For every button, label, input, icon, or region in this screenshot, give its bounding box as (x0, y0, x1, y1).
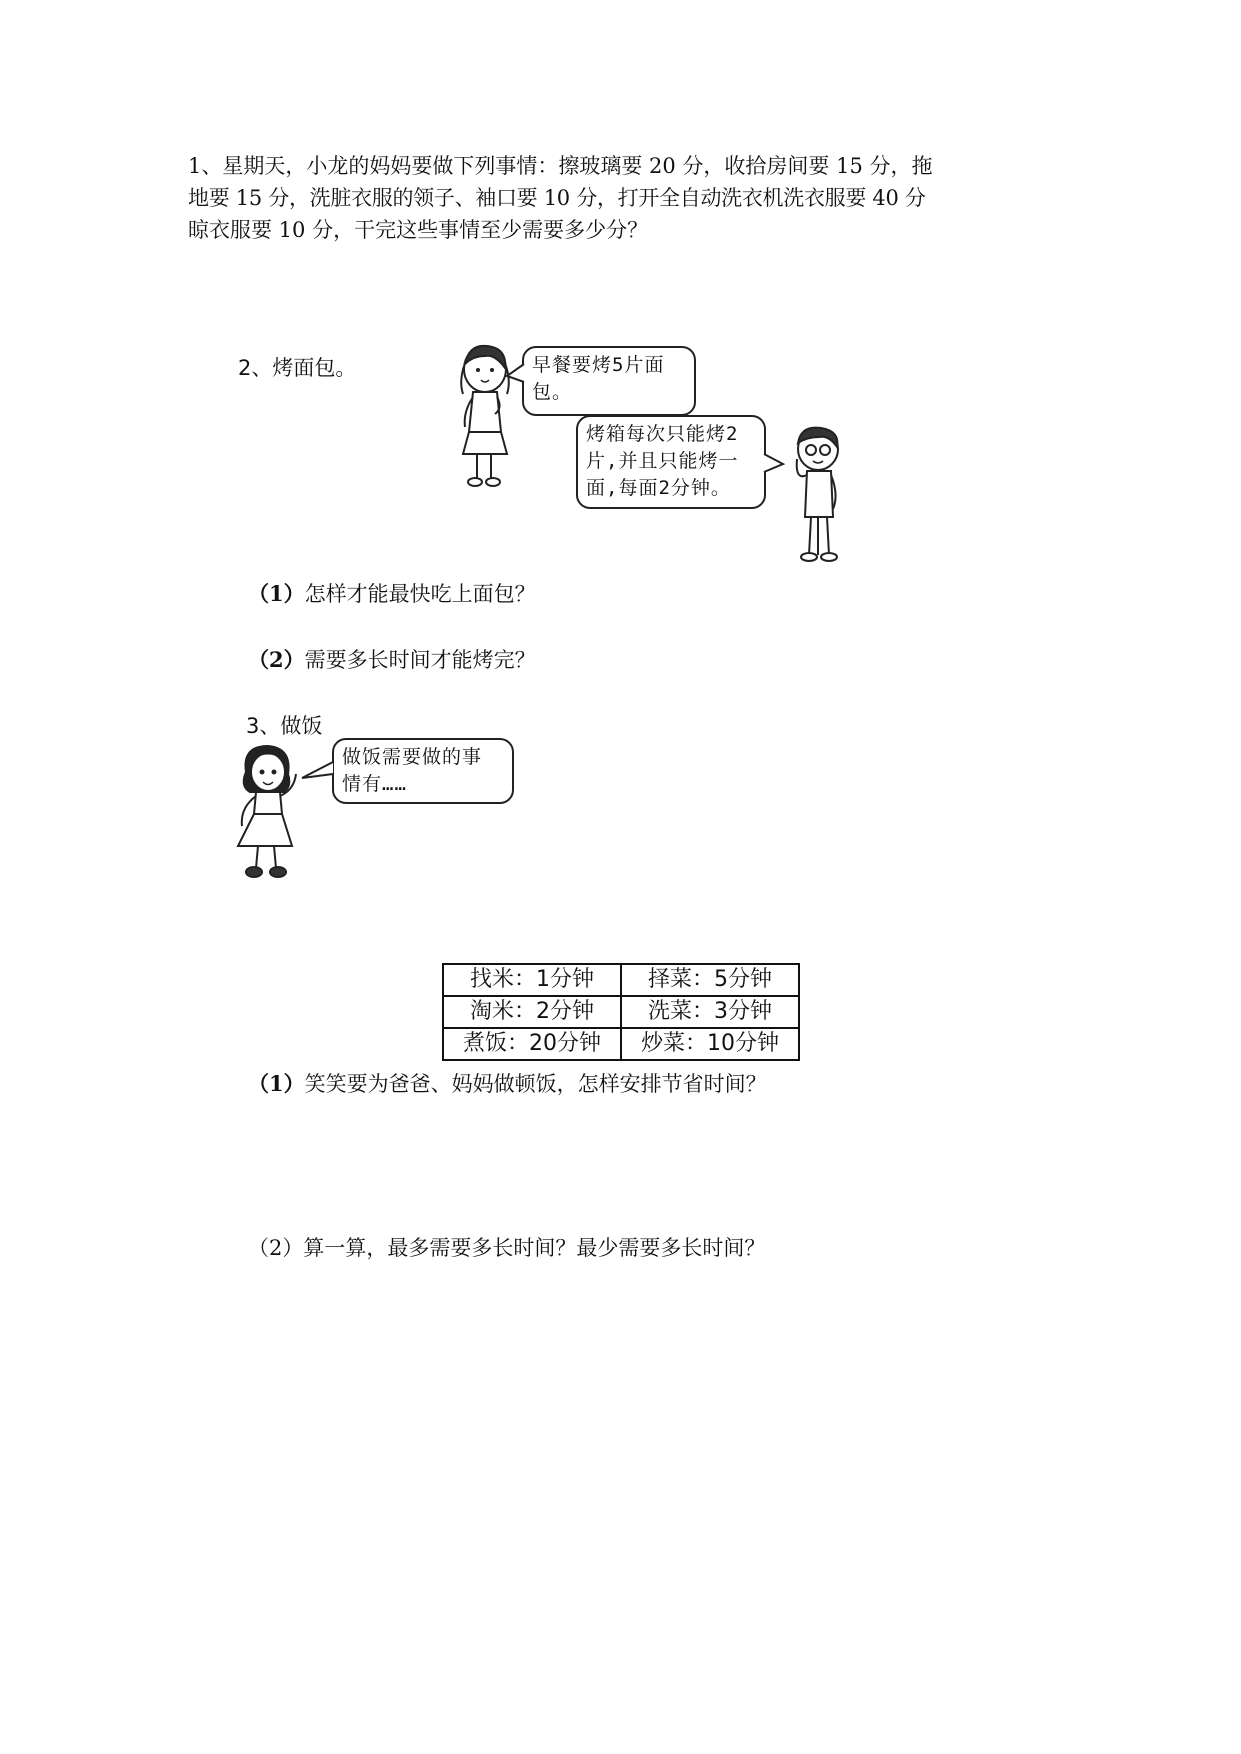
question-2-sub-2-text: 需要多长时间才能烤完？ (304, 648, 536, 672)
question-1-line-1: 1、星期天，小龙的妈妈要做下列事情：擦玻璃要 20 分，收拾房间要 15 分，拖 (188, 154, 933, 178)
boy-bubble-line-3: 面,每面2分钟。 (586, 477, 731, 499)
question-2-sub-1-text: 怎样才能最快吃上面包？ (304, 582, 536, 606)
boy-bubble-tail (763, 452, 785, 476)
girl-bubble-tail (505, 362, 525, 386)
boy-illustration (785, 425, 855, 565)
question-1 (188, 150, 1068, 246)
cooking-bubble-line-2: 情有…… (342, 773, 407, 795)
girl-speech-bubble (522, 346, 696, 416)
question-1-line-2: 地要 15 分，洗脏衣服的领子、袖口要 10 分，打开全自动洗衣机洗衣服要 40 分 (188, 186, 926, 210)
table-cell: 找米：1分钟 (443, 964, 621, 996)
cooking-bubble-tail (300, 760, 334, 784)
girl-bubble-line-1: 早餐要烤5片面 (532, 354, 665, 376)
table-cell: 炒菜：10分钟 (621, 1028, 799, 1060)
table-cell: 洗菜：3分钟 (621, 996, 799, 1028)
question-2-sub-2 (248, 644, 536, 674)
table-row (443, 1028, 799, 1060)
boy-speech-bubble (576, 415, 766, 509)
table-cell: 择菜：5分钟 (621, 964, 799, 996)
cooking-bubble-line-1: 做饭需要做的事 (342, 746, 483, 768)
cooking-time-table (442, 963, 800, 1061)
table-row (443, 964, 799, 996)
question-1-line-3: 晾衣服要 10 分，干完这些事情至少需要多少分？ (188, 218, 649, 242)
question-3-sub-1-number: （1） (248, 1071, 305, 1096)
question-3-sub-2: （2）算一算，最多需要多长时间？最少需要多长时间？ (248, 1236, 766, 1260)
question-3-sub-1-text: 笑笑要为爸爸、妈妈做顿饭，怎样安排节省时间？ (304, 1072, 767, 1096)
question-2-sub-1 (248, 578, 536, 608)
table-cell: 煮饭：20分钟 (443, 1028, 621, 1060)
question-3-title: 3、做饭 (246, 714, 323, 738)
table-cell: 淘米：2分钟 (443, 996, 621, 1028)
cooking-speech-bubble (332, 738, 514, 804)
girl-bubble-line-2: 包。 (532, 381, 573, 403)
table-row (443, 996, 799, 1028)
question-3-sub-1 (248, 1068, 767, 1098)
question-2-sub-2-number: （2） (248, 647, 305, 672)
boy-bubble-line-1: 烤箱每次只能烤2 (586, 423, 739, 445)
boy-bubble-line-2: 片,并且只能烤一 (586, 450, 739, 472)
question-2-title: 2、烤面包。 (238, 356, 357, 380)
question-2-sub-1-number: （1） (248, 581, 305, 606)
